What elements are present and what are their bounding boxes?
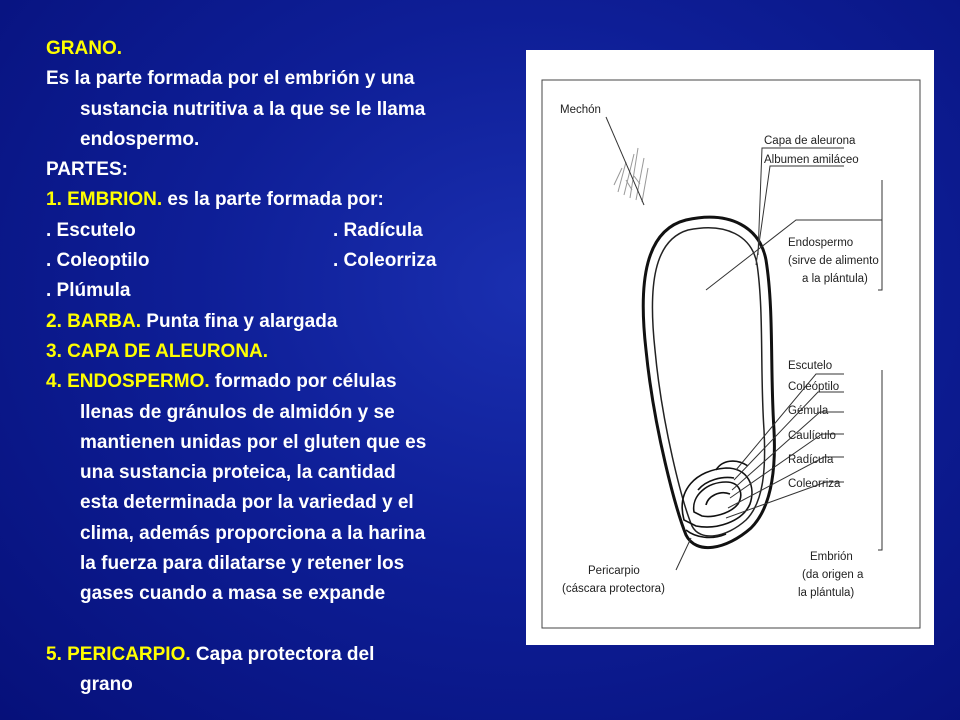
intro-line-3: endospermo. bbox=[80, 128, 200, 150]
label-coleoptilo: Coleóptilo bbox=[788, 381, 840, 393]
partes-heading: PARTES: bbox=[46, 159, 128, 181]
heading: GRANO. bbox=[46, 38, 122, 59]
label-albumen: Albumen amiláceo bbox=[764, 154, 859, 166]
part-4-line-8: gases cuando a masa se expande bbox=[80, 583, 386, 605]
part-2 bbox=[46, 307, 522, 337]
intro-line-2: sustancia nutritiva a la que se le llama bbox=[80, 98, 426, 120]
part-4-line-3: mantienen unidas por el gluten que es bbox=[80, 431, 427, 453]
label-capa-aleurona: Capa de aleurona bbox=[764, 135, 856, 147]
part-4-rest: formado por células bbox=[209, 371, 397, 393]
sub-coleoptilo: . Coleoptilo bbox=[46, 250, 150, 272]
spacer bbox=[46, 610, 522, 640]
part-2-term: BARBA. bbox=[67, 310, 142, 332]
part-5-rest: Capa protectora del bbox=[190, 643, 375, 665]
part-5 bbox=[46, 640, 522, 670]
part-4-line-6: clima, además proporciona a la harina bbox=[80, 522, 426, 544]
label-endospermo-2: (sirve de alimento bbox=[788, 255, 879, 267]
sub-plumula: . Plúmula bbox=[46, 280, 131, 302]
part-4-line-4: una sustancia proteica, la cantidad bbox=[80, 462, 396, 484]
part-1-num: 1. bbox=[46, 189, 68, 211]
part-1-rest: es la parte formada por: bbox=[162, 189, 384, 211]
diagram-border bbox=[542, 80, 920, 628]
aleurone-outline bbox=[652, 228, 764, 536]
part-5-line-2: grano bbox=[80, 673, 133, 695]
label-embrion-1: Embrión bbox=[810, 551, 853, 563]
part-4 bbox=[46, 367, 522, 397]
part-5-term: PERICARPIO. bbox=[67, 643, 191, 665]
part-3 bbox=[46, 337, 522, 367]
part-1-term: EMBRION. bbox=[67, 189, 163, 211]
sub-escutelo: . Escutelo bbox=[46, 219, 136, 241]
part-4-term: ENDOSPERMO. bbox=[67, 371, 210, 393]
label-embrion-2: (da origen a bbox=[802, 569, 864, 581]
part-3-term: CAPA DE ALEURONA. bbox=[67, 340, 269, 362]
grain-diagram-svg bbox=[526, 50, 934, 645]
label-pericarpio-1: Pericarpio bbox=[588, 565, 640, 577]
sub-row-2 bbox=[46, 246, 522, 276]
part-1 bbox=[46, 185, 522, 215]
part-5-num: 5. bbox=[46, 643, 68, 665]
sub-coleorriza: . Coleorriza bbox=[333, 250, 437, 272]
sub-row-1 bbox=[46, 216, 522, 246]
intro-line-1: Es la parte formada por el embrión y una bbox=[46, 68, 415, 90]
part-4-line-7: la fuerza para dilatarse y retener los bbox=[80, 553, 405, 575]
label-endospermo-1: Endospermo bbox=[788, 237, 854, 249]
label-pericarpio-2: (cáscara protectora) bbox=[562, 583, 665, 595]
part-4-line-5: esta determinada por la variedad y el bbox=[80, 492, 414, 514]
label-coleorriza: Coleorriza bbox=[788, 478, 841, 490]
slide-text bbox=[46, 34, 522, 700]
label-endospermo-3: a la plántula) bbox=[802, 273, 868, 285]
label-radicula: Radícula bbox=[788, 454, 834, 466]
part-2-rest: Punta fina y alargada bbox=[141, 310, 338, 332]
label-caulicula: Caulículo bbox=[788, 430, 836, 442]
part-4-line-2: llenas de gránulos de almidón y se bbox=[80, 401, 395, 423]
label-embrion-3: la plántula) bbox=[798, 587, 855, 599]
part-4-num: 4. bbox=[46, 371, 68, 393]
label-mechon: Mechón bbox=[560, 104, 601, 116]
label-escutelo: Escutelo bbox=[788, 360, 833, 372]
part-2-num: 2. bbox=[46, 310, 68, 332]
leader-lines bbox=[606, 117, 882, 570]
label-gemula: Gémula bbox=[788, 405, 829, 417]
part-3-num: 3. bbox=[46, 340, 68, 362]
grain-diagram bbox=[526, 50, 934, 645]
sub-radicula: . Radícula bbox=[333, 219, 423, 241]
